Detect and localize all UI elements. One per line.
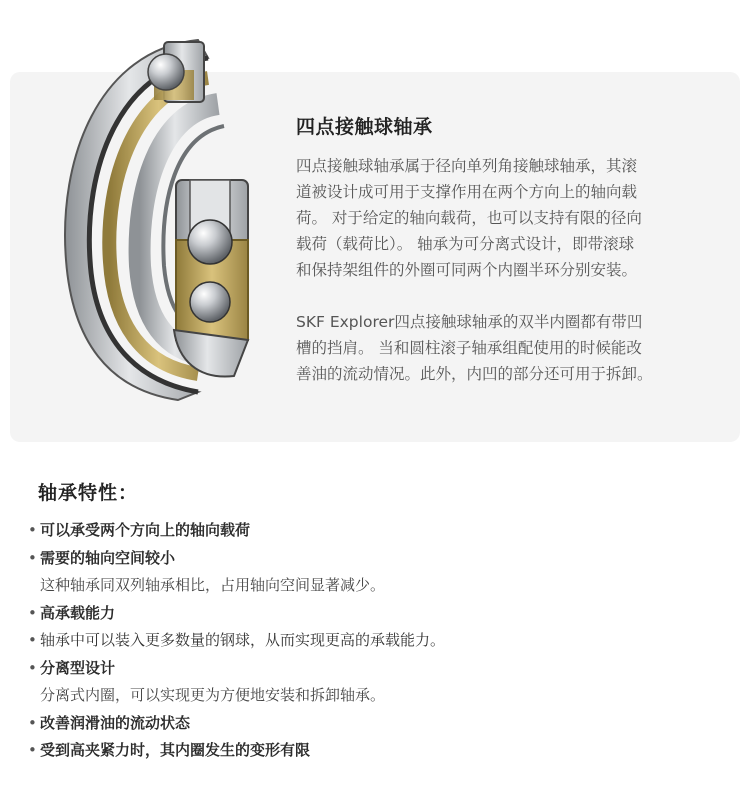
bullet-icon: •	[28, 548, 37, 567]
feature-item	[28, 710, 728, 738]
feature-item	[28, 627, 728, 655]
intro-line: 载荷（载荷比）。 轴承为可分离式设计，即带滚球	[296, 235, 635, 253]
feature-item	[28, 655, 728, 683]
feature-text: 轴承中可以装入更多数量的钢球，从而实现更高的承载能力。	[40, 631, 446, 649]
feature-item	[28, 682, 728, 710]
feature-text: 这种轴承同双列轴承相比，占用轴向空间显著减少。	[40, 576, 386, 594]
feature-text: 分离型设计	[40, 658, 116, 677]
intro-line: 荷。 对于给定的轴向载荷，也可以支持有限的径向	[296, 209, 642, 227]
bearing-illustration	[58, 30, 298, 430]
intro-paragraph-1	[296, 153, 726, 283]
intro-line: 四点接触球轴承属于径向单列角接触球轴承，其滚	[296, 157, 638, 175]
intro-paragraph-2	[296, 309, 726, 387]
bullet-icon: •	[28, 603, 37, 622]
features-section	[28, 478, 728, 765]
feature-text: 需要的轴向空间较小	[40, 548, 176, 567]
feature-text: 高承载能力	[40, 603, 116, 622]
feature-list	[28, 517, 728, 765]
intro-line: SKF Explorer四点接触球轴承的双半内圈都有带凹	[296, 313, 643, 331]
bullet-icon: •	[28, 658, 37, 677]
bullet-icon: •	[28, 713, 37, 732]
feature-item	[28, 737, 728, 765]
feature-text: 分离式内圈，可以实现更为方便地安装和拆卸轴承。	[40, 686, 386, 704]
feature-text: 受到高夹紧力时，其内圈发生的变形有限	[40, 741, 311, 759]
feature-item	[28, 572, 728, 600]
intro-line: 善油的流动情况。此外，内凹的部分还可用于拆卸。	[296, 365, 653, 383]
bullet-icon: •	[28, 631, 37, 649]
intro-line: 和保持架组件的外圈可同两个内圈半环分别安装。	[296, 261, 638, 279]
feature-item	[28, 545, 728, 573]
feature-text: 改善润滑油的流动状态	[40, 713, 191, 732]
bullet-icon: •	[28, 741, 37, 759]
intro-title: 四点接触球轴承	[296, 116, 433, 138]
intro-line: 槽的挡肩。 当和圆柱滚子轴承组配使用的时候能改	[296, 339, 642, 357]
features-heading: 轴承特性：	[38, 482, 139, 504]
intro-line: 道被设计成可用于支撑作用在两个方向上的轴向载	[296, 183, 638, 201]
bullet-icon: •	[28, 521, 37, 539]
feature-item	[28, 600, 728, 628]
feature-text: 可以承受两个方向上的轴向载荷	[40, 521, 251, 539]
feature-item	[28, 517, 728, 545]
intro-section	[296, 112, 726, 387]
